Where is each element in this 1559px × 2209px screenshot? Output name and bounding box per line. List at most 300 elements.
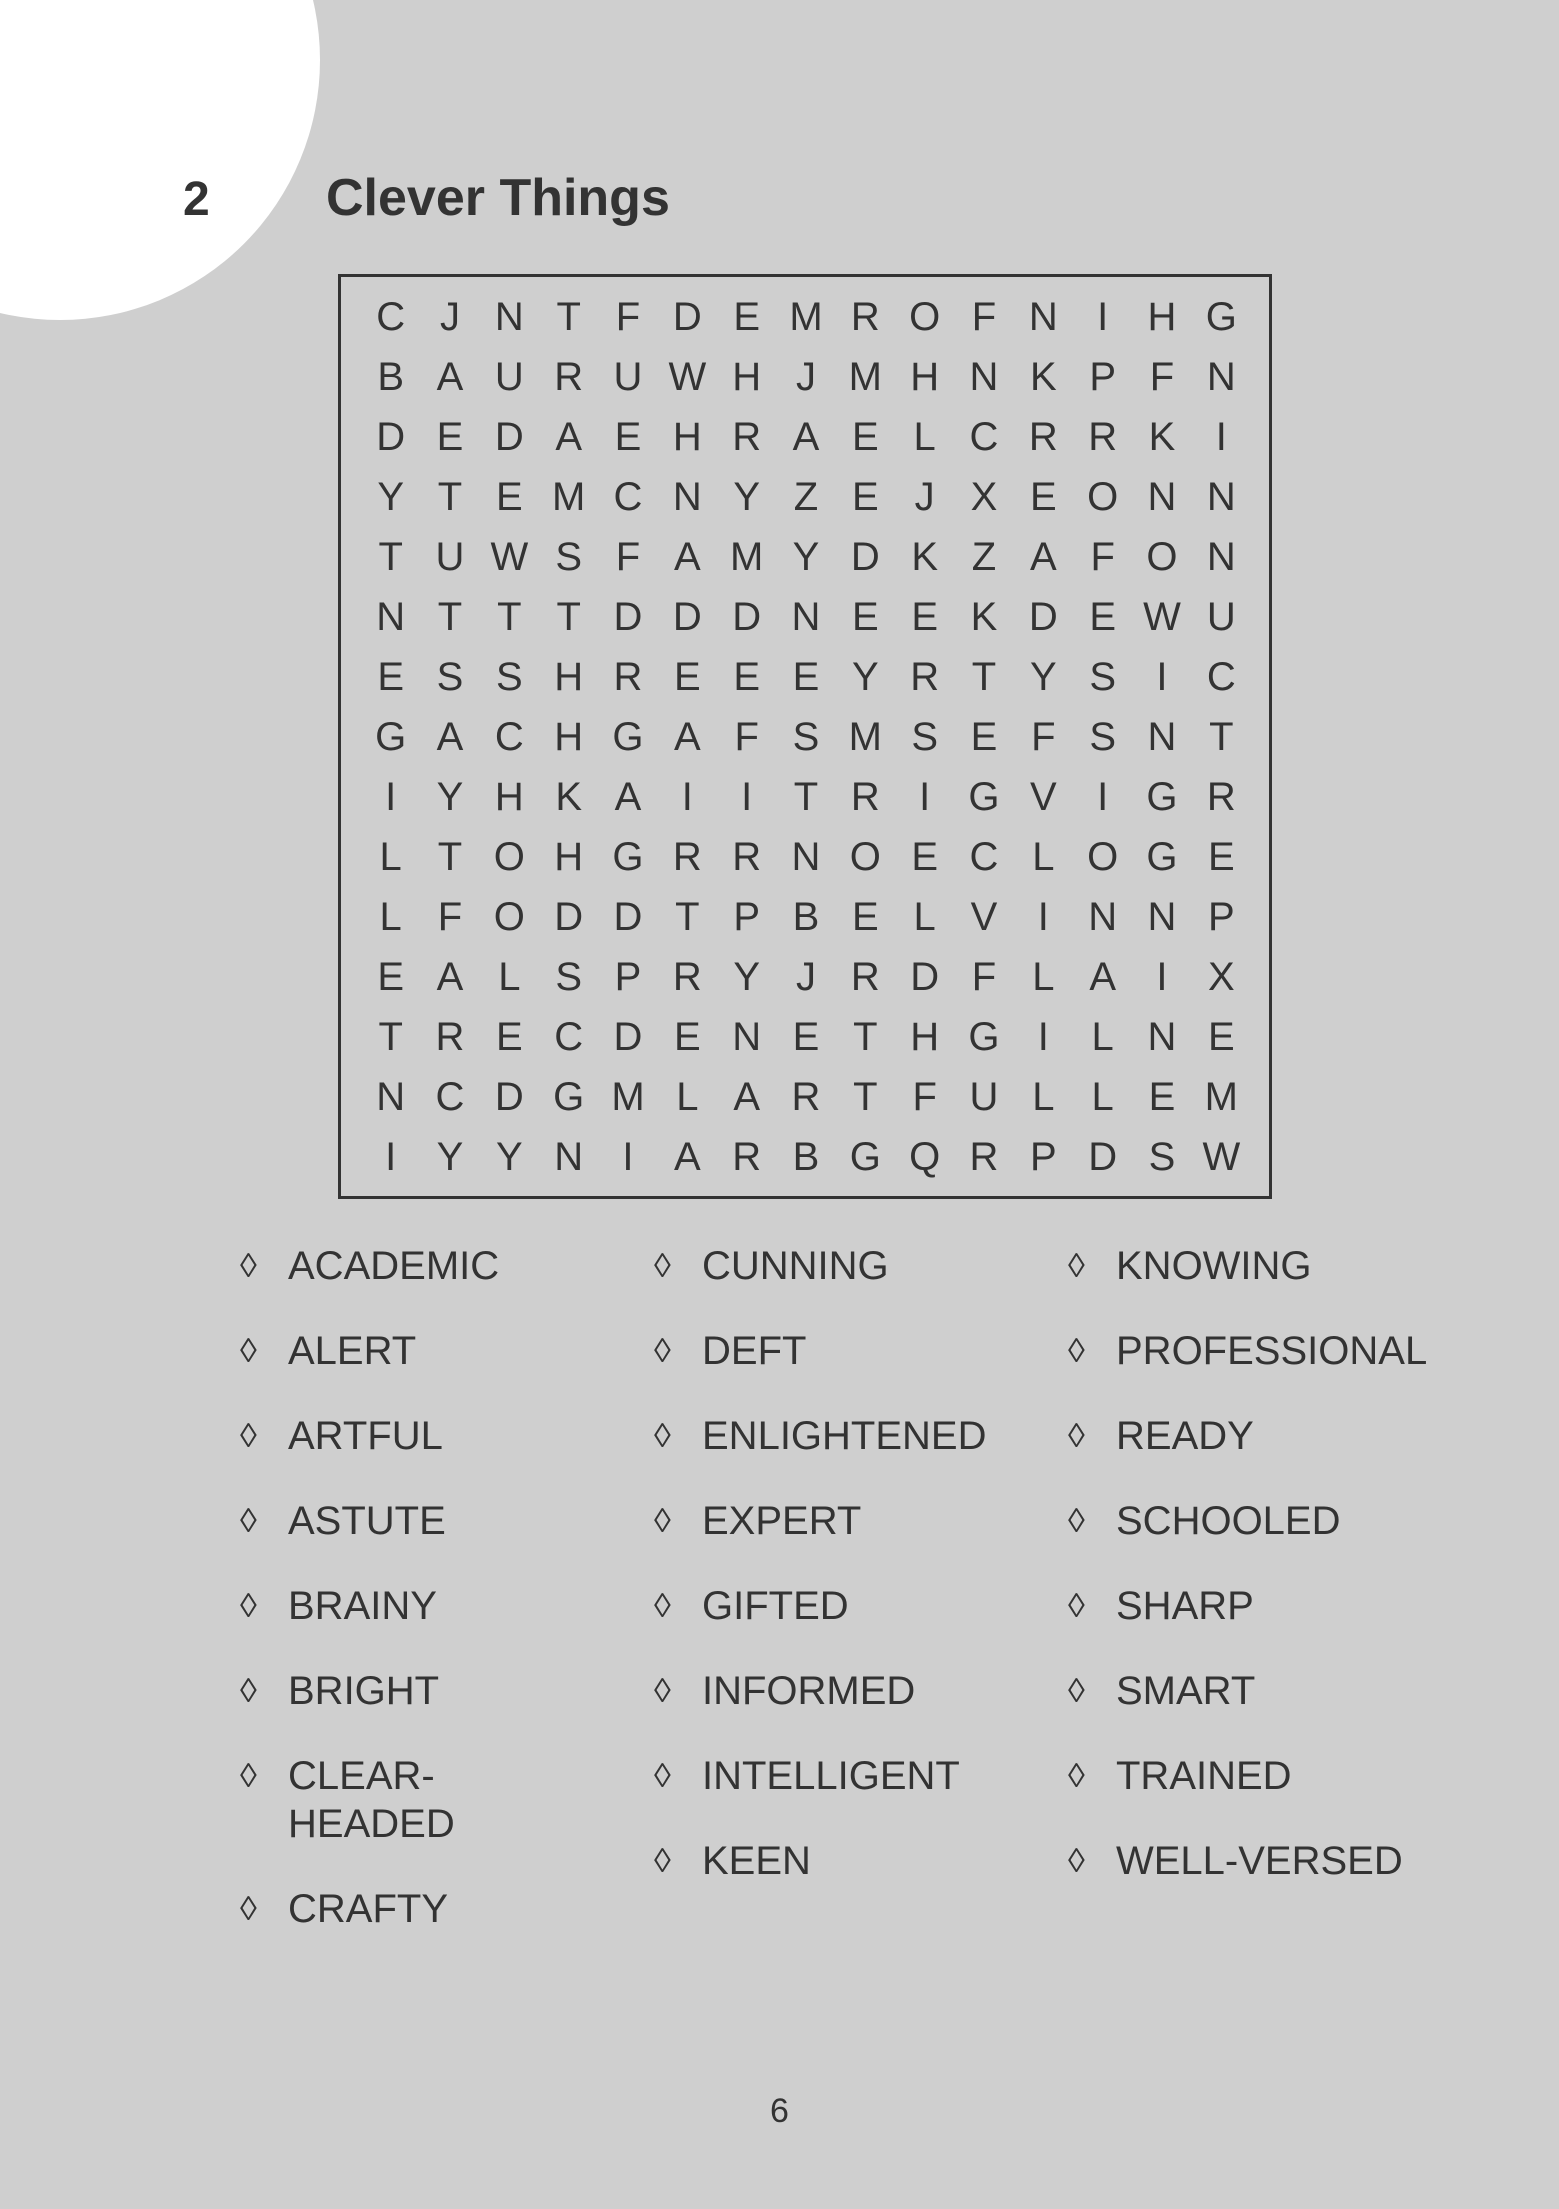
grid-letter: I [681,774,693,819]
grid-letter: J [914,474,935,519]
grid-letter: A [436,714,464,759]
word-list-item [654,1582,987,1630]
grid-letter: O [849,834,881,879]
grid-letter: E [377,954,404,999]
grid-letter: W [1202,1134,1241,1179]
grid-letter: N [1088,894,1118,939]
grid-letter: Z [971,534,997,579]
grid-letter: E [851,594,879,639]
grid-letter: F [734,714,759,759]
grid-letter: A [436,354,464,399]
grid-letter: T [853,1074,878,1119]
grid-letter: L [379,894,402,939]
grid-letter: S [1089,654,1116,699]
grid-letter: G [612,714,644,759]
grid-letter: D [494,1074,524,1119]
grid-letter: T [437,474,463,519]
grid-letter: J [795,954,816,999]
diamond-icon: ◊ [1068,1502,1085,1540]
grid-letter: U [494,354,524,399]
grid-letter: H [554,654,584,699]
grid-letter: N [791,834,821,879]
grid-letter: M [729,534,764,579]
grid-letter: Y [1029,654,1057,699]
grid-letter: D [613,594,643,639]
grid-letter: E [436,414,464,459]
word-text: CRAFTY [288,1887,448,1931]
grid-letter: D [850,534,880,579]
grid-letter: E [733,654,760,699]
grid-letter: N [376,1074,406,1119]
grid-letter: N [1206,354,1236,399]
grid-letter: L [1091,1014,1114,1059]
grid-letter: L [498,954,521,999]
grid-letter: I [1037,1014,1049,1059]
word-text: CLEAR- HEADED [288,1754,455,1846]
word-list-item [1068,1497,1427,1545]
grid-letter: D [494,414,524,459]
grid-letter: R [613,654,643,699]
grid-letter: A [436,954,464,999]
diamond-icon: ◊ [240,1332,257,1370]
grid-letter: T [971,654,997,699]
grid-letter: H [554,714,584,759]
grid-letter: H [910,354,940,399]
grid-letter: E [377,654,404,699]
grid-letter: W [1143,594,1181,639]
grid-letter: F [971,954,997,999]
grid-letter: A [555,414,582,459]
grid-letter: E [1089,594,1116,639]
grid-letter: C [376,294,406,339]
grid-letter: A [1089,954,1116,999]
grid-letter: N [969,354,999,399]
grid-letter: F [437,894,463,939]
grid-letter: T [556,594,581,639]
grid-letter: B [377,354,404,399]
grid-letter: K [555,774,582,819]
grid-letter: U [1206,594,1236,639]
grid-letter: I [1097,294,1109,339]
grid-letter: Y [733,954,760,999]
grid-letter: P [1089,354,1116,399]
word-search-grid-frame [338,274,1272,1199]
grid-letter: Y [436,1134,464,1179]
grid-letter: G [553,1074,585,1119]
grid-letter: N [1147,894,1177,939]
grid-letter: T [437,834,463,879]
diamond-icon: ◊ [240,1587,257,1625]
word-list-item [240,1752,499,1848]
grid-letter: A [1029,534,1057,579]
grid-letter: T [1209,714,1234,759]
grid-letter: T [853,1014,878,1059]
grid-letter: H [672,414,702,459]
grid-letter: C [494,714,524,759]
grid-letter: E [495,1014,523,1059]
diamond-icon: ◊ [1068,1587,1085,1625]
grid-letter: M [848,354,882,399]
word-list-item [654,1497,987,1545]
grid-letter: R [1206,774,1236,819]
grid-letter: S [495,654,523,699]
grid-letter: A [673,534,701,579]
word-list-item [240,1327,499,1375]
grid-letter: F [971,294,997,339]
grid-letter: J [439,294,460,339]
grid-letter: I [385,774,397,819]
grid-letter: P [1207,894,1235,939]
word-text: SCHOOLED [1116,1499,1341,1543]
grid-letter: O [909,294,941,339]
diamond-icon: ◊ [240,1757,257,1795]
grid-letter: D [910,954,940,999]
grid-letter: T [675,894,700,939]
grid-letter: L [1032,954,1055,999]
grid-letter: Y [436,774,464,819]
grid-letter: N [1147,474,1177,519]
word-text: BRIGHT [288,1669,440,1713]
grid-letter: M [789,294,823,339]
grid-letter: F [1031,714,1056,759]
page-number: 6 [770,2092,789,2130]
grid-letter: U [435,534,465,579]
grid-letter: G [968,1014,1000,1059]
grid-letter: N [1147,714,1177,759]
grid-letter: O [1087,474,1119,519]
grid-letter: R [1028,414,1058,459]
diamond-icon: ◊ [654,1502,671,1540]
grid-letter: P [614,954,642,999]
grid-letter: H [554,834,584,879]
grid-letter: S [555,534,582,579]
word-text: ACADEMIC [288,1244,500,1288]
word-list-item [654,1327,987,1375]
diamond-icon: ◊ [1068,1672,1085,1710]
word-list-column-3 [1068,1242,1427,1922]
grid-letter: T [378,1014,403,1059]
grid-letter: E [911,834,938,879]
grid-letter: Y [792,534,820,579]
grid-letter: H [494,774,524,819]
word-list-item [240,1582,499,1630]
grid-letter: S [792,714,820,759]
grid-letter: A [614,774,642,819]
grid-letter: H [910,1014,940,1059]
grid-letter: N [494,294,524,339]
diamond-icon: ◊ [240,1890,257,1928]
word-list-item [240,1497,499,1545]
grid-letter: W [668,354,707,399]
diamond-icon: ◊ [654,1672,671,1710]
grid-letter: B [792,1134,820,1179]
grid-letter: C [435,1074,465,1119]
grid-letter: I [1097,774,1109,819]
grid-letter: N [554,1134,584,1179]
grid-letter: R [791,1074,821,1119]
grid-letter: Y [851,654,879,699]
grid-letter: R [850,954,880,999]
grid-letter: O [493,834,525,879]
word-list-item [1068,1837,1427,1885]
grid-letter: N [376,594,406,639]
grid-letter: R [435,1014,465,1059]
grid-letter: E [614,414,642,459]
grid-letter: R [850,774,880,819]
grid-letter: G [612,834,644,879]
word-list-item [1068,1242,1427,1290]
grid-letter: L [913,894,936,939]
grid-letter: O [1087,834,1119,879]
diamond-icon: ◊ [240,1672,257,1710]
grid-letter: S [1148,1134,1176,1179]
word-text: ENLIGHTENED [702,1414,987,1458]
grid-letter: Y [377,474,404,519]
grid-letter: M [848,714,882,759]
diamond-icon: ◊ [654,1842,671,1880]
grid-letter: R [732,414,762,459]
grid-letter: X [1207,954,1235,999]
grid-letter: R [910,654,940,699]
grid-letter: E [1148,1074,1176,1119]
grid-letter: Y [495,1134,523,1179]
grid-letter: N [1206,534,1236,579]
word-list-item [240,1667,499,1715]
word-list-item [1068,1412,1427,1460]
grid-letter: O [1146,534,1178,579]
word-list-column-2 [654,1242,987,1922]
grid-letter: E [851,894,879,939]
grid-letter: I [385,1134,397,1179]
grid-letter: F [615,534,641,579]
word-text: BRAINY [288,1584,437,1628]
grid-letter: E [673,654,701,699]
word-list-item [1068,1582,1427,1630]
grid-letter: E [673,1014,701,1059]
word-text: ALERT [288,1329,417,1373]
grid-letter: R [1088,414,1118,459]
diamond-icon: ◊ [240,1417,257,1455]
grid-letter: S [555,954,582,999]
word-list-item [654,1412,987,1460]
word-text: ARTFUL [288,1414,443,1458]
grid-letter: L [676,1074,699,1119]
grid-letter: O [493,894,525,939]
word-list-item [1068,1752,1427,1800]
grid-letter: I [1037,894,1049,939]
grid-letter: D [672,294,702,339]
grid-letter: N [1028,294,1058,339]
word-text: SMART [1116,1669,1256,1713]
grid-letter: C [969,414,999,459]
grid-letter: F [615,294,641,339]
word-text: GIFTED [702,1584,849,1628]
grid-letter: Q [909,1134,941,1179]
grid-letter: P [1029,1134,1057,1179]
puzzle-title: Clever Things [326,169,670,227]
word-text: DEFT [702,1329,807,1373]
word-text: CUNNING [702,1244,889,1288]
word-text: READY [1116,1414,1254,1458]
grid-letter: T [437,594,463,639]
grid-letter: F [912,1074,937,1119]
grid-letter: R [672,954,702,999]
grid-letter: S [1089,714,1116,759]
diamond-icon: ◊ [240,1502,257,1540]
grid-letter: N [1206,474,1236,519]
grid-letter: I [1156,954,1168,999]
grid-letter: N [1147,1014,1177,1059]
diamond-icon: ◊ [654,1332,671,1370]
grid-letter: E [851,414,879,459]
word-list-column-1 [240,1242,499,1970]
diamond-icon: ◊ [654,1757,671,1795]
grid-letter: L [1032,834,1055,879]
grid-letter: W [490,534,529,579]
word-list-item [1068,1667,1427,1715]
grid-letter: I [1156,654,1168,699]
grid-letter: I [622,1134,634,1179]
grid-letter: P [733,894,760,939]
grid-letter: S [911,714,938,759]
grid-letter: G [849,1134,881,1179]
grid-letter: T [497,594,522,639]
grid-letter: C [613,474,643,519]
grid-letter: A [792,414,820,459]
grid-letter: Y [733,474,760,519]
grid-letter: I [741,774,753,819]
grid-letter: B [792,894,820,939]
grid-letter: L [1091,1074,1114,1119]
grid-letter: D [613,894,643,939]
grid-letter: E [792,654,820,699]
grid-letter: D [732,594,762,639]
diamond-icon: ◊ [1068,1417,1085,1455]
grid-letter: R [554,354,584,399]
grid-letter: E [1207,834,1235,879]
word-text: KEEN [702,1839,811,1883]
grid-letter: R [850,294,880,339]
diamond-icon: ◊ [1068,1757,1085,1795]
grid-letter: G [968,774,1000,819]
grid-letter: N [732,1014,762,1059]
grid-letter: X [970,474,998,519]
grid-letter: L [913,414,936,459]
grid-letter: K [911,534,938,579]
grid-letter: R [672,834,702,879]
grid-letter: U [613,354,643,399]
word-list-item [654,1667,987,1715]
grid-letter: R [732,1134,762,1179]
word-list-item [654,1837,987,1885]
grid-letter: F [1149,354,1175,399]
grid-letter: E [851,474,879,519]
diamond-icon: ◊ [654,1417,671,1455]
grid-letter: F [1090,534,1115,579]
word-text: WELL-VERSED [1116,1839,1403,1883]
grid-letter: G [1146,834,1178,879]
word-list-item [240,1242,499,1290]
word-list-item [240,1885,499,1933]
grid-letter: J [795,354,816,399]
grid-letter: E [495,474,523,519]
grid-letter: G [375,714,407,759]
grid-letter: U [969,1074,999,1119]
grid-letter: E [1207,1014,1235,1059]
grid-letter: C [969,834,999,879]
word-list-item [654,1242,987,1290]
grid-letter: E [733,294,760,339]
grid-letter: D [672,594,702,639]
word-text: INTELLIGENT [702,1754,960,1798]
grid-letter: V [1029,774,1057,819]
grid-letter: M [611,1074,645,1119]
diamond-icon: ◊ [240,1247,257,1285]
word-text: INFORMED [702,1669,916,1713]
word-text: SHARP [1116,1584,1254,1628]
grid-letter: L [379,834,402,879]
grid-letter: T [556,294,581,339]
grid-letter: D [376,414,406,459]
diamond-icon: ◊ [654,1247,671,1285]
grid-letter: K [1148,414,1176,459]
grid-letter: D [1028,594,1058,639]
word-list-item [654,1752,987,1800]
grid-letter: H [732,354,762,399]
grid-letter: V [970,894,998,939]
grid-letter: M [551,474,586,519]
word-text: TRAINED [1116,1754,1292,1798]
grid-letter: D [554,894,584,939]
grid-letter: M [1204,1074,1238,1119]
diamond-icon: ◊ [1068,1247,1085,1285]
grid-letter: E [1029,474,1057,519]
grid-letter: A [733,1074,760,1119]
grid-letter: E [792,1014,820,1059]
grid-letter: E [970,714,998,759]
grid-letter: H [1147,294,1177,339]
grid-letter: R [732,834,762,879]
word-text: EXPERT [702,1499,862,1543]
grid-letter: Z [793,474,819,519]
puzzle-number: 2 [183,173,210,226]
grid-letter: G [1146,774,1178,819]
grid-letter: C [1206,654,1236,699]
word-text: KNOWING [1116,1244,1312,1288]
word-text: ASTUTE [288,1499,446,1543]
grid-letter: A [673,714,701,759]
word-list-item [1068,1327,1427,1375]
diamond-icon: ◊ [1068,1842,1085,1880]
word-search-grid [361,287,1251,1187]
grid-letter: L [1032,1074,1055,1119]
diamond-icon: ◊ [1068,1332,1085,1370]
grid-letter: N [791,594,821,639]
word-list-item [240,1412,499,1460]
grid-letter: K [970,594,998,639]
grid-letter: A [673,1134,701,1179]
grid-letter: N [672,474,702,519]
grid-letter: E [911,594,938,639]
diamond-icon: ◊ [654,1587,671,1625]
grid-letter: T [793,774,819,819]
grid-letter: C [554,1014,584,1059]
grid-letter: G [1205,294,1237,339]
grid-letter: D [1088,1134,1118,1179]
grid-letter: S [436,654,464,699]
grid-letter: I [919,774,931,819]
word-text: PROFESSIONAL [1116,1329,1428,1373]
